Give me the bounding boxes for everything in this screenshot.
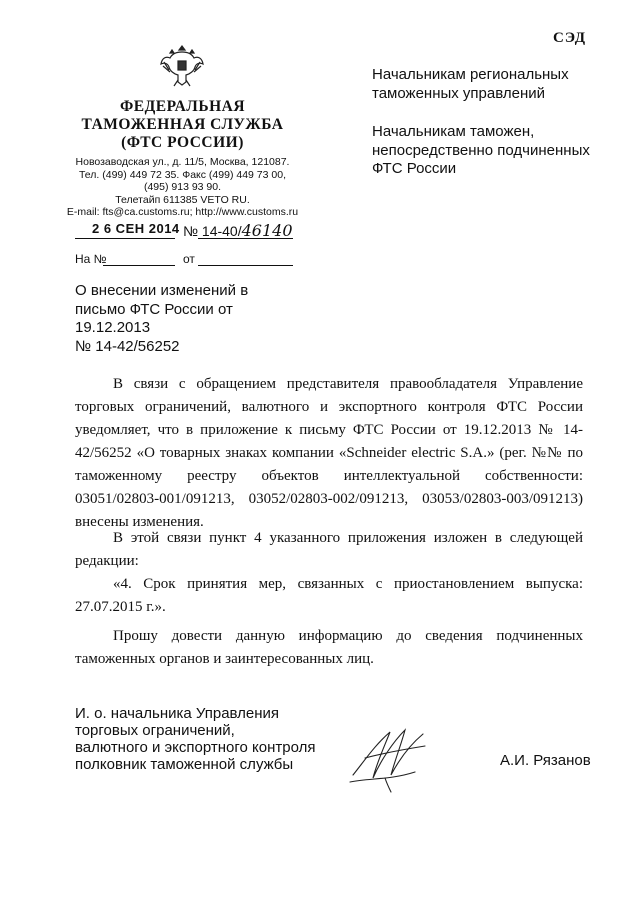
addressee-line-5: ФТС России — [372, 160, 457, 177]
address-line-3: (495) 913 93 90. — [143, 181, 222, 193]
addressee-group-2 — [372, 123, 590, 179]
signatory-title-line-3: валютного и экспортного контроля — [75, 739, 316, 756]
signatory-title-line-1: И. о. начальника Управления — [75, 705, 280, 722]
reference-from-label: от — [183, 252, 195, 266]
body-paragraph-4: Прошу довести данную информацию до сведения подчиненных таможенных органов и заинтересованных лиц. — [75, 628, 583, 667]
handwritten-signature — [345, 720, 435, 795]
signatory-title — [75, 705, 315, 773]
org-line-3: (ФТС РОССИИ) — [121, 134, 244, 151]
body-paragraph-2: В этой связи пункт 4 указанного приложения изложен в следующей редакции: — [75, 530, 583, 569]
subject-line-1: О внесении изменений в — [75, 282, 249, 299]
letter-subject — [75, 282, 305, 356]
signatory-title-line-4: полковник таможенной службы — [75, 756, 294, 773]
organization-title — [70, 98, 295, 152]
org-line-1: ФЕДЕРАЛЬНАЯ — [119, 98, 246, 115]
subject-line-3: № 14-42/56252 — [75, 337, 180, 355]
document-system-mark: СЭД — [553, 30, 587, 46]
reference-number-label: На № — [75, 252, 107, 266]
registration-number-handwritten: 46140 — [241, 221, 293, 240]
org-line-2: ТАМОЖЕННАЯ СЛУЖБА — [81, 116, 284, 133]
coat-of-arms-emblem — [158, 40, 206, 88]
addressee-group-1 — [372, 66, 569, 103]
reference-date-blank — [198, 265, 293, 266]
addressee-line-2: таможенных управлений — [372, 84, 545, 102]
address-line-2: Тел. (499) 449 72 35. Факс (499) 449 73 00, — [78, 168, 286, 181]
addressee-line-1: Начальникам региональных — [372, 66, 569, 83]
registration-number-underline — [198, 238, 293, 239]
addressee-line-3: Начальникам таможен, — [372, 123, 535, 140]
reference-number-blank — [103, 265, 175, 266]
subject-line-2: письмо ФТС России от 19.12.2013 — [75, 300, 233, 336]
signatory-name: А.И. Рязанов — [500, 752, 591, 769]
address-line-1: Новозаводская ул., д. 11/5, Москва, 121087. — [75, 156, 290, 168]
address-line-4: Телетайп 611385 VETO RU. — [115, 193, 250, 206]
body-paragraph-1: В связи с обращением представителя правообладателя Управление торговых ограничений, валютного и экспортного контроля ФТС России уведомляет, что в приложение к письму ФТС России от 19.12.2013 № 14-42/56252 «О товарных знаках компании «Schneider electric S.A.» (рег. №№ по таможенному реестру объектов интеллектуальной собственности: 03051/02803-001/091213, 03052/02803-002/091213, 03053/02803-003/091213) внесены изменения. — [75, 376, 583, 530]
organization-address — [55, 156, 310, 219]
body-paragraph-3: «4. Срок принятия мер, связанных с приостановлением выпуска: 27.07.2015 г.». — [75, 576, 583, 615]
registration-date-underline — [75, 238, 175, 239]
address-line-5: E-mail: fts@ca.customs.ru; http://www.customs.ru — [66, 206, 299, 218]
registration-date-stamp: 2 6 СЕН 2014 — [92, 221, 180, 236]
registration-number-prefix: № 14-40/ — [183, 223, 242, 239]
addressee-line-4: непосредственно подчиненных — [372, 141, 590, 159]
signatory-title-line-2: торговых ограничений, — [75, 722, 235, 739]
